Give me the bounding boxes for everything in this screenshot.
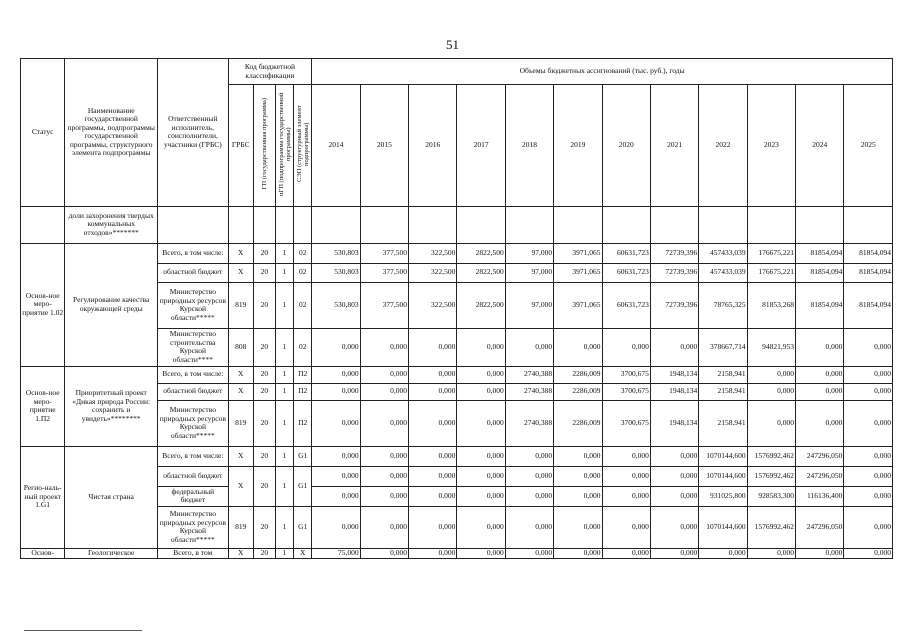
executor-cell: Всего, в том числе: bbox=[158, 446, 229, 466]
table-row bbox=[21, 206, 893, 243]
header-year-2017: 2017 bbox=[457, 85, 505, 207]
value-2017: 2822,500 bbox=[457, 282, 505, 328]
header-year-2019: 2019 bbox=[554, 85, 602, 207]
value-2018: 0,000 bbox=[505, 328, 553, 366]
value-2022: 457433,039 bbox=[699, 263, 747, 282]
grbs-cell: 808 bbox=[228, 328, 253, 366]
value-2023: 0,000 bbox=[747, 548, 795, 558]
header-executor: Ответственный исполнитель, соисполнители, участники (ГРБС) bbox=[158, 59, 229, 207]
empty-cell bbox=[275, 206, 293, 243]
value-2021: 0,000 bbox=[650, 446, 698, 466]
value-2015: 0,000 bbox=[360, 383, 408, 400]
value-2016: 0,000 bbox=[409, 446, 457, 466]
value-2014: 0,000 bbox=[312, 400, 360, 446]
value-2015: 0,000 bbox=[360, 366, 408, 383]
value-2016: 0,000 bbox=[409, 466, 457, 486]
value-2019: 0,000 bbox=[554, 446, 602, 466]
value-2019: 3971,065 bbox=[554, 243, 602, 263]
sep-cell: П2 bbox=[294, 366, 312, 383]
value-2020: 3700,675 bbox=[602, 400, 650, 446]
grbs-cell: Х bbox=[228, 366, 253, 383]
status-cell: Регио-наль-ный проект 1.G1 bbox=[21, 446, 65, 548]
table-row bbox=[21, 366, 893, 383]
value-2019: 2286,009 bbox=[554, 400, 602, 446]
value-2016: 322,500 bbox=[409, 282, 457, 328]
value-2018: 0,000 bbox=[505, 548, 553, 558]
header-year-2016: 2016 bbox=[409, 85, 457, 207]
value-2022: 2158,941 bbox=[699, 366, 747, 383]
pgp-cell: 1 bbox=[275, 548, 293, 558]
value-2018: 0,000 bbox=[505, 506, 553, 548]
value-2015: 0,000 bbox=[360, 328, 408, 366]
empty-cell bbox=[505, 206, 553, 243]
value-2021: 0,000 bbox=[650, 486, 698, 506]
executor-cell: Министерство строительства Курской области**** bbox=[158, 328, 229, 366]
sep-cell: Х bbox=[294, 548, 312, 558]
empty-cell bbox=[253, 206, 275, 243]
value-2020: 3700,675 bbox=[602, 383, 650, 400]
table-row bbox=[21, 446, 893, 466]
executor-cell: Всего, в том числе: bbox=[158, 243, 229, 263]
value-2014: 75,000 bbox=[312, 548, 360, 558]
value-2018: 97,000 bbox=[505, 263, 553, 282]
value-2018: 2740,388 bbox=[505, 400, 553, 446]
value-2023: 1576992,462 bbox=[747, 506, 795, 548]
value-2016: 0,000 bbox=[409, 366, 457, 383]
value-2025: 81854,094 bbox=[844, 263, 893, 282]
executor-cell: федеральный бюджет bbox=[158, 486, 229, 506]
value-2024: 247296,050 bbox=[796, 506, 844, 548]
value-2014: 530,803 bbox=[312, 243, 360, 263]
value-2025: 0,000 bbox=[844, 383, 893, 400]
header-code-group: Код бюджетной классификации bbox=[228, 59, 312, 85]
name-cell: Приоритетный проект «Дикая природа России: сохранить и увидеть»******** bbox=[65, 366, 158, 446]
value-2021: 72739,396 bbox=[650, 263, 698, 282]
value-2015: 0,000 bbox=[360, 446, 408, 466]
empty-cell bbox=[650, 206, 698, 243]
value-2015: 0,000 bbox=[360, 548, 408, 558]
sep-cell: G1 bbox=[294, 506, 312, 548]
pgp-cell: 1 bbox=[275, 282, 293, 328]
value-2023: 1576992,462 bbox=[747, 466, 795, 486]
value-2024: 81854,094 bbox=[796, 243, 844, 263]
value-2019: 0,000 bbox=[554, 466, 602, 486]
gp-cell: 20 bbox=[253, 400, 275, 446]
value-2016: 0,000 bbox=[409, 486, 457, 506]
value-2016: 0,000 bbox=[409, 400, 457, 446]
value-2019: 0,000 bbox=[554, 328, 602, 366]
value-2021: 0,000 bbox=[650, 548, 698, 558]
value-2023: 94821,953 bbox=[747, 328, 795, 366]
table-row bbox=[21, 548, 893, 558]
pgp-cell: 1 bbox=[275, 466, 293, 506]
value-2021: 0,000 bbox=[650, 506, 698, 548]
value-2023: 0,000 bbox=[747, 400, 795, 446]
value-2020: 60631,723 bbox=[602, 243, 650, 263]
grbs-cell: Х bbox=[228, 383, 253, 400]
value-2025: 0,000 bbox=[844, 366, 893, 383]
page-number: 51 bbox=[446, 37, 459, 52]
value-2022: 0,000 bbox=[699, 548, 747, 558]
value-2017: 0,000 bbox=[457, 400, 505, 446]
empty-cell bbox=[699, 206, 747, 243]
gp-cell: 20 bbox=[253, 383, 275, 400]
value-2025: 0,000 bbox=[844, 400, 893, 446]
value-2022: 931025,800 bbox=[699, 486, 747, 506]
value-2020: 0,000 bbox=[602, 486, 650, 506]
header-year-2022: 2022 bbox=[699, 85, 747, 207]
header-year-2023: 2023 bbox=[747, 85, 795, 207]
value-2014: 0,000 bbox=[312, 506, 360, 548]
value-2022: 378667,714 bbox=[699, 328, 747, 366]
grbs-cell: Х bbox=[228, 263, 253, 282]
value-2019: 0,000 bbox=[554, 506, 602, 548]
value-2020: 0,000 bbox=[602, 548, 650, 558]
status-cell: Основ- bbox=[21, 548, 65, 558]
value-2016: 0,000 bbox=[409, 328, 457, 366]
status-cell: Основ-ное меро-приятие 1.02 bbox=[21, 243, 65, 366]
value-2020: 0,000 bbox=[602, 328, 650, 366]
status-cell bbox=[21, 206, 65, 243]
sep-cell: П2 bbox=[294, 383, 312, 400]
empty-cell bbox=[457, 206, 505, 243]
value-2024: 116136,400 bbox=[796, 486, 844, 506]
sep-cell: G1 bbox=[294, 446, 312, 466]
gp-cell: 20 bbox=[253, 282, 275, 328]
value-2016: 322,500 bbox=[409, 243, 457, 263]
value-2014: 530,803 bbox=[312, 282, 360, 328]
value-2022: 457433,039 bbox=[699, 243, 747, 263]
grbs-cell: 819 bbox=[228, 282, 253, 328]
value-2023: 81853,268 bbox=[747, 282, 795, 328]
value-2017: 0,000 bbox=[457, 328, 505, 366]
value-2018: 0,000 bbox=[505, 446, 553, 466]
header-year-2021: 2021 bbox=[650, 85, 698, 207]
value-2024: 81854,094 bbox=[796, 282, 844, 328]
value-2017: 0,000 bbox=[457, 366, 505, 383]
value-2016: 0,000 bbox=[409, 548, 457, 558]
value-2025: 0,000 bbox=[844, 328, 893, 366]
value-2019: 2286,009 bbox=[554, 366, 602, 383]
gp-cell: 20 bbox=[253, 466, 275, 506]
budget-table bbox=[20, 58, 893, 559]
value-2016: 0,000 bbox=[409, 383, 457, 400]
value-2021: 0,000 bbox=[650, 466, 698, 486]
sep-cell: 02 bbox=[294, 243, 312, 263]
grbs-cell: Х bbox=[228, 548, 253, 558]
header-sep-text: СЭП (структурный элемент подпрограммы) bbox=[295, 105, 310, 183]
value-2017: 0,000 bbox=[457, 506, 505, 548]
table-row bbox=[21, 243, 893, 263]
grbs-cell: Х bbox=[228, 466, 253, 506]
value-2015: 0,000 bbox=[360, 506, 408, 548]
value-2024: 0,000 bbox=[796, 366, 844, 383]
value-2015: 0,000 bbox=[360, 466, 408, 486]
header-status: Статус bbox=[21, 59, 65, 207]
value-2025: 0,000 bbox=[844, 446, 893, 466]
header-grbs: ГРБС bbox=[228, 85, 253, 207]
value-2015: 377,500 bbox=[360, 282, 408, 328]
header-year-2018: 2018 bbox=[505, 85, 553, 207]
footer-rule bbox=[24, 630, 142, 631]
value-2020: 3700,675 bbox=[602, 366, 650, 383]
executor-cell: областной бюджет bbox=[158, 466, 229, 486]
value-2015: 0,000 bbox=[360, 400, 408, 446]
value-2021: 72739,396 bbox=[650, 282, 698, 328]
executor-cell: Всего, в том числе: bbox=[158, 366, 229, 383]
header-year-2015: 2015 bbox=[360, 85, 408, 207]
executor-cell: областной бюджет bbox=[158, 383, 229, 400]
sep-cell: G1 bbox=[294, 466, 312, 506]
empty-cell bbox=[409, 206, 457, 243]
executor-cell: Министерство природных ресурсов Курской области***** bbox=[158, 282, 229, 328]
value-2023: 928583,300 bbox=[747, 486, 795, 506]
value-2018: 97,000 bbox=[505, 243, 553, 263]
grbs-cell: Х bbox=[228, 446, 253, 466]
pgp-cell: 1 bbox=[275, 383, 293, 400]
header-year-2014: 2014 bbox=[312, 85, 360, 207]
value-2017: 0,000 bbox=[457, 446, 505, 466]
value-2024: 0,000 bbox=[796, 383, 844, 400]
sep-cell: 02 bbox=[294, 328, 312, 366]
value-2024: 247296,050 bbox=[796, 446, 844, 466]
gp-cell: 20 bbox=[253, 243, 275, 263]
value-2025: 0,000 bbox=[844, 506, 893, 548]
empty-cell bbox=[844, 206, 893, 243]
value-2016: 0,000 bbox=[409, 506, 457, 548]
pgp-cell: 1 bbox=[275, 328, 293, 366]
value-2017: 0,000 bbox=[457, 548, 505, 558]
pgp-cell: 1 bbox=[275, 366, 293, 383]
value-2017: 0,000 bbox=[457, 486, 505, 506]
value-2022: 1070144,600 bbox=[699, 446, 747, 466]
sep-cell: П2 bbox=[294, 400, 312, 446]
value-2015: 377,500 bbox=[360, 263, 408, 282]
value-2021: 72739,396 bbox=[650, 243, 698, 263]
sep-cell: 02 bbox=[294, 282, 312, 328]
header-year-2020: 2020 bbox=[602, 85, 650, 207]
value-2024: 0,000 bbox=[796, 328, 844, 366]
value-2022: 78765,325 bbox=[699, 282, 747, 328]
value-2019: 0,000 bbox=[554, 486, 602, 506]
value-2023: 0,000 bbox=[747, 366, 795, 383]
value-2023: 176675,221 bbox=[747, 243, 795, 263]
grbs-cell: 819 bbox=[228, 506, 253, 548]
pgp-cell: 1 bbox=[275, 243, 293, 263]
value-2018: 0,000 bbox=[505, 486, 553, 506]
pgp-cell: 1 bbox=[275, 400, 293, 446]
value-2014: 530,803 bbox=[312, 263, 360, 282]
value-2024: 247296,050 bbox=[796, 466, 844, 486]
gp-cell: 20 bbox=[253, 446, 275, 466]
value-2017: 2822,500 bbox=[457, 243, 505, 263]
name-cell: Геологическое bbox=[65, 548, 158, 558]
header-pgp-text: пГП (подпрограмма государственной программы) bbox=[277, 92, 292, 196]
empty-cell bbox=[602, 206, 650, 243]
gp-cell: 20 bbox=[253, 328, 275, 366]
value-2020: 60631,723 bbox=[602, 282, 650, 328]
value-2019: 0,000 bbox=[554, 548, 602, 558]
executor-cell: областной бюджет bbox=[158, 263, 229, 282]
value-2018: 2740,388 bbox=[505, 366, 553, 383]
value-2024: 81854,094 bbox=[796, 263, 844, 282]
grbs-cell: Х bbox=[228, 243, 253, 263]
value-2021: 1948,134 bbox=[650, 366, 698, 383]
value-2020: 0,000 bbox=[602, 466, 650, 486]
value-2017: 0,000 bbox=[457, 383, 505, 400]
header-pgp bbox=[275, 85, 293, 207]
executor-cell: Всего, в том bbox=[158, 548, 229, 558]
header-name: Наименование государственной программы, подпрограммы государственной программы, структурного элемента подпрограммы bbox=[65, 59, 158, 207]
header-sep bbox=[294, 85, 312, 207]
value-2022: 2158,941 bbox=[699, 383, 747, 400]
value-2017: 2822,500 bbox=[457, 263, 505, 282]
sep-cell: 02 bbox=[294, 263, 312, 282]
executor-cell: Министерство природных ресурсов Курской области***** bbox=[158, 506, 229, 548]
value-2014: 0,000 bbox=[312, 486, 360, 506]
value-2019: 3971,065 bbox=[554, 282, 602, 328]
value-2018: 0,000 bbox=[505, 466, 553, 486]
value-2015: 0,000 bbox=[360, 486, 408, 506]
value-2022: 1070144,600 bbox=[699, 506, 747, 548]
name-cell: Регулирование качества окружающей среды bbox=[65, 243, 158, 366]
header-gp bbox=[253, 85, 275, 207]
value-2025: 0,000 bbox=[844, 486, 893, 506]
value-2014: 0,000 bbox=[312, 383, 360, 400]
gp-cell: 20 bbox=[253, 548, 275, 558]
header-gp-text: ГП (государственная программа) bbox=[260, 98, 268, 190]
value-2020: 0,000 bbox=[602, 506, 650, 548]
empty-cell bbox=[796, 206, 844, 243]
value-2017: 0,000 bbox=[457, 466, 505, 486]
value-2014: 0,000 bbox=[312, 328, 360, 366]
executor-cell: Министерство природных ресурсов Курской области***** bbox=[158, 400, 229, 446]
empty-cell bbox=[747, 206, 795, 243]
empty-cell bbox=[294, 206, 312, 243]
value-2019: 2286,009 bbox=[554, 383, 602, 400]
value-2024: 0,000 bbox=[796, 400, 844, 446]
header-year-2025: 2025 bbox=[844, 85, 893, 207]
value-2025: 0,000 bbox=[844, 548, 893, 558]
value-2022: 2158,941 bbox=[699, 400, 747, 446]
value-2025: 0,000 bbox=[844, 466, 893, 486]
value-2015: 377,500 bbox=[360, 243, 408, 263]
value-2022: 1070144,600 bbox=[699, 466, 747, 486]
gp-cell: 20 bbox=[253, 263, 275, 282]
grbs-cell: 819 bbox=[228, 400, 253, 446]
value-2021: 1948,134 bbox=[650, 400, 698, 446]
value-2023: 1576992,462 bbox=[747, 446, 795, 466]
value-2025: 81854,094 bbox=[844, 282, 893, 328]
name-cell: доли захоронения твердых коммунальных отходов»******* bbox=[65, 206, 158, 243]
status-cell: Основ-ное меро-приятие 1.П2 bbox=[21, 366, 65, 446]
value-2018: 2740,388 bbox=[505, 383, 553, 400]
value-2020: 0,000 bbox=[602, 446, 650, 466]
value-2023: 0,000 bbox=[747, 383, 795, 400]
value-2025: 81854,094 bbox=[844, 243, 893, 263]
value-2014: 0,000 bbox=[312, 366, 360, 383]
value-2021: 0,000 bbox=[650, 328, 698, 366]
empty-cell bbox=[228, 206, 253, 243]
value-2019: 3971,065 bbox=[554, 263, 602, 282]
value-2016: 322,500 bbox=[409, 263, 457, 282]
value-2020: 60631,723 bbox=[602, 263, 650, 282]
value-2023: 176675,221 bbox=[747, 263, 795, 282]
value-2021: 1948,134 bbox=[650, 383, 698, 400]
empty-cell bbox=[312, 206, 360, 243]
empty-cell bbox=[360, 206, 408, 243]
pgp-cell: 1 bbox=[275, 506, 293, 548]
pgp-cell: 1 bbox=[275, 263, 293, 282]
value-2014: 0,000 bbox=[312, 446, 360, 466]
header-year-2024: 2024 bbox=[796, 85, 844, 207]
empty-cell bbox=[554, 206, 602, 243]
pgp-cell: 1 bbox=[275, 446, 293, 466]
name-cell: Чистая страна bbox=[65, 446, 158, 548]
value-2024: 0,000 bbox=[796, 548, 844, 558]
value-2018: 97,000 bbox=[505, 282, 553, 328]
empty-cell bbox=[158, 206, 229, 243]
value-2014: 0,000 bbox=[312, 466, 360, 486]
gp-cell: 20 bbox=[253, 366, 275, 383]
gp-cell: 20 bbox=[253, 506, 275, 548]
header-volumes: Объемы бюджетных ассигнований (тыс. руб.), годы bbox=[312, 59, 893, 85]
